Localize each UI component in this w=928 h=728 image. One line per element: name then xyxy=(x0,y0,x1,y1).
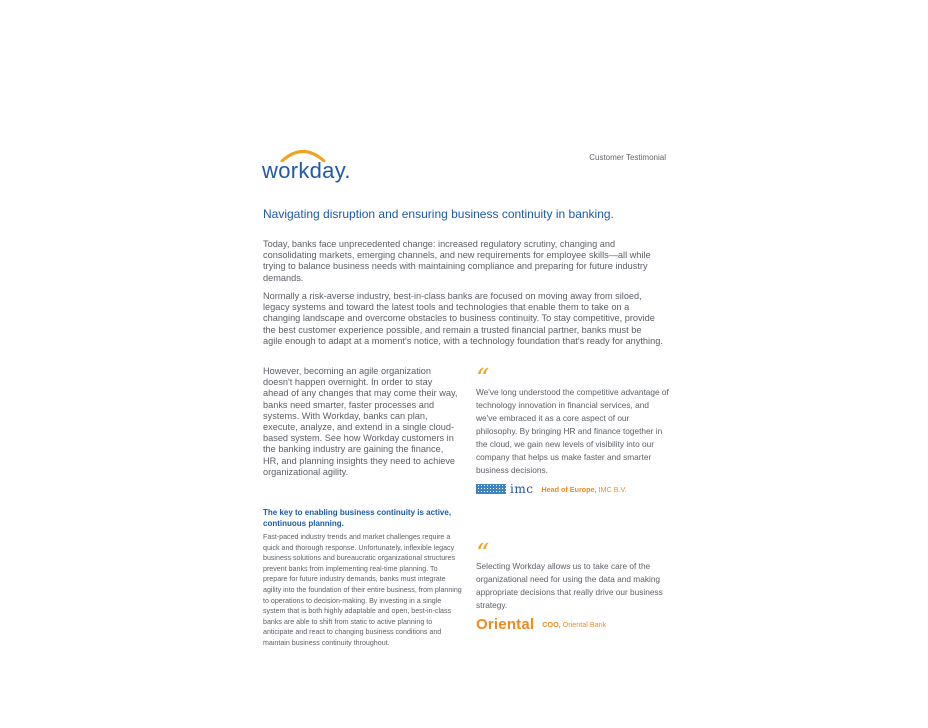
attribution-company: Oriental Bank xyxy=(560,620,607,629)
page-title: Navigating disruption and ensuring business continuity in banking. xyxy=(263,207,614,221)
testimonial-quote: Selecting Workday allows us to take care of the organizational need for using the data and making appropriate decisions that really drive our business strategy. xyxy=(476,561,663,610)
attribution-company: IMC B.V. xyxy=(596,484,627,494)
testimonial-quote: We've long understood the competitive advantage of technology innovation in financial services, and we've embraced it as a core aspect of our philosophy. By bringing HR and finance together in the cloud, we gain new levels of visibility into our company that helps us make faster and smarter business decisions. xyxy=(476,387,669,475)
imc-logo-text: imc xyxy=(510,482,534,496)
quote-mark-icon: “ xyxy=(476,539,490,569)
attribution-title: COO, xyxy=(542,620,561,629)
testimonial-attribution xyxy=(476,482,627,496)
document-type-label: Customer Testimonial xyxy=(589,153,666,162)
intro-paragraph: Today, banks face unprecedented change: increased regulatory scrutiny, changing and consolidating markets, emerging channels, and new requirements for employee skills—all while trying to balance business needs with maintaining compliance and preparing for future industry demands. xyxy=(263,239,651,283)
attribution-role xyxy=(542,620,606,629)
oriental-logo: Oriental xyxy=(476,616,535,633)
attribution-role xyxy=(541,485,626,494)
testimonial-attribution xyxy=(476,616,606,633)
agility-paragraph: However, becoming an agile organization doesn't happen overnight. In order to stay ahead of any changes that may come their way, banks need smarter, faster processes and systems. With Workday, banks can plan, execute, analyze, and extend in a single cloud-based system. See how Workday customers in the banking industry are gaining the finance, HR, and planning insights they need to achieve organizational agility. xyxy=(263,366,458,477)
section-body: Fast-paced industry trends and market challenges require a quick and thorough response. Unfortunately, inflexible legacy business solutions and bureaucratic organizational structures prevent banks from implementing real-time planning. To prepare for future industry demands, banks must integrate agility into the foundation of their entire business, from planning to operations to decision-making. By investing in a single system that is both highly adaptable and open, best-in-class banks are able to shift from static to active planning to anticipate and react to changing business conditions and maintain business continuity throughout. xyxy=(263,533,462,647)
quote-mark-icon: “ xyxy=(476,364,490,394)
imc-logo xyxy=(476,482,533,496)
workday-logo xyxy=(262,148,351,184)
imc-dots-icon xyxy=(476,484,506,494)
attribution-title: Head of Europe, xyxy=(541,484,597,494)
logo-wordmark: workday. xyxy=(262,158,351,183)
section-heading: The key to enabling business continuity is active, continuous planning. xyxy=(263,508,452,528)
body-paragraph: Normally a risk-averse industry, best-in-class banks are focused on moving away from siloed, legacy systems and toward the latest tools and technologies that enable them to take on a changing landscape and overcome obstacles to business continuity. To stay competitive, provide the best customer experience possible, and remain a trusted financial partner, banks must be agile enough to adapt at a moment's notice, with a technology foundation that's ready for anything. xyxy=(263,291,663,346)
